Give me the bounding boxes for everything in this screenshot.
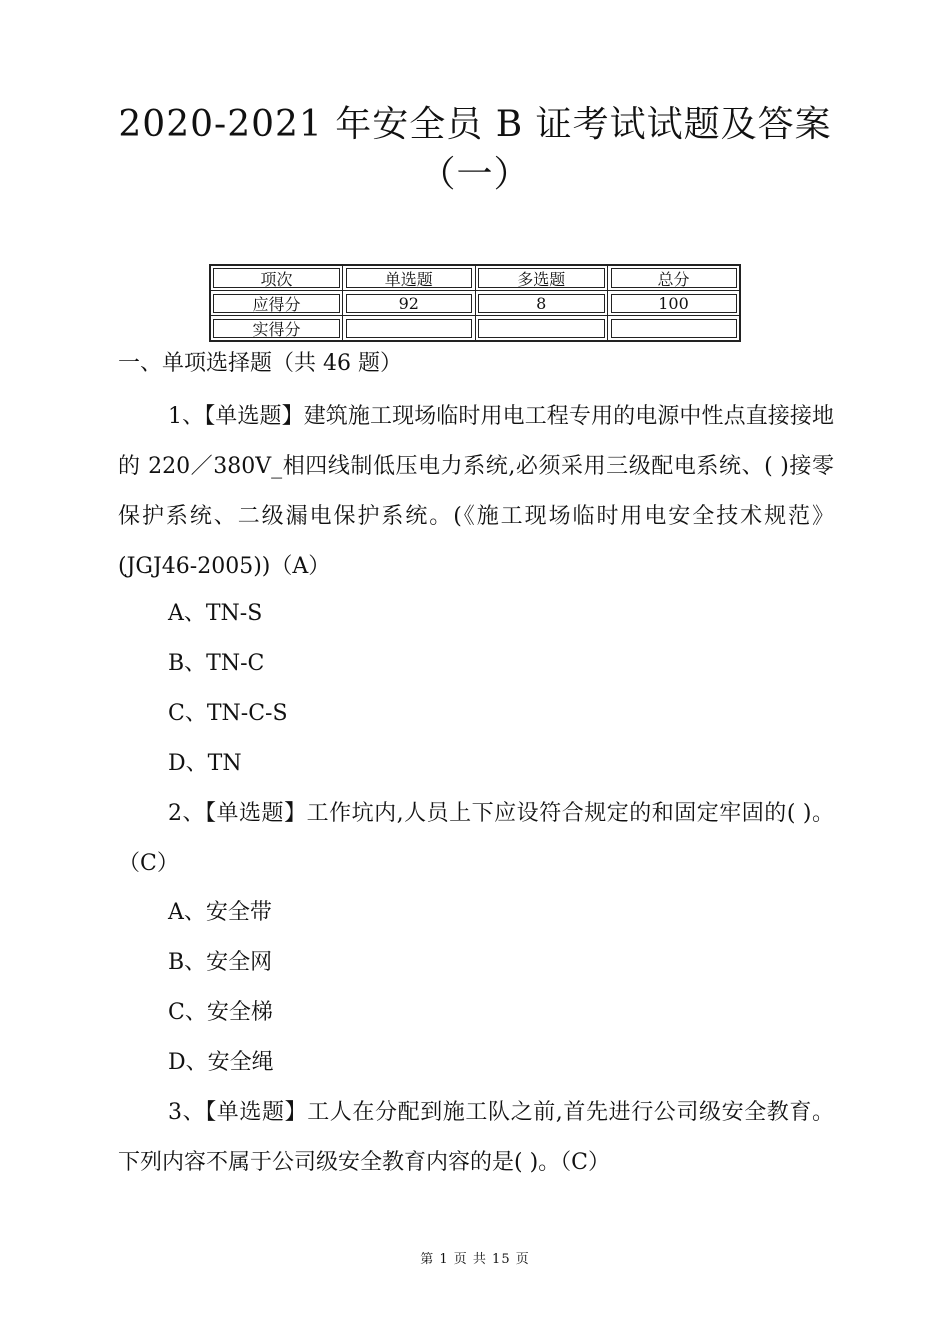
- table-cell: [475, 316, 608, 342]
- table-header-row: [210, 265, 740, 291]
- section-heading: 一、单项选择题（共 46 题）: [118, 351, 402, 376]
- question-1-option-c: C、TN-C-S: [168, 701, 288, 726]
- table-cell: 应得分: [210, 291, 343, 316]
- question-2-option-c: C、安全梯: [168, 1000, 273, 1025]
- table-cell: 实得分: [210, 316, 343, 342]
- table-row: [210, 291, 740, 316]
- question-2-option-b: B、安全网: [168, 950, 273, 975]
- question-1-option-d: D、TN: [168, 751, 242, 776]
- question-2-option-d: D、安全绳: [168, 1050, 274, 1075]
- table-cell: 8: [475, 291, 608, 316]
- question-1-option-a: A、TN-S: [168, 601, 263, 626]
- table-row: [210, 316, 740, 342]
- question-1-text: 1、【单选题】建筑施工现场临时用电工程专用的电源中性点直接接地的 220／380V_相四线制低压电力系统,必须采用三级配电系统、( )接零保护系统、二级漏电保护系统。(《施工现场临时用电安全技术规范》(JGJ46-2005))（A）: [118, 404, 834, 579]
- question-1-option-b: B、TN-C: [168, 651, 265, 676]
- document-title-suffix: （一）: [419, 154, 531, 195]
- table-cell: [343, 316, 476, 342]
- table-cell: 100: [608, 291, 741, 316]
- page-footer: 第 1 页 共 15 页: [420, 1252, 530, 1267]
- question-3-text: 3、【单选题】工人在分配到施工队之前,首先进行公司级安全教育。下列内容不属于公司级安全教育内容的是( )。（C）: [118, 1100, 834, 1175]
- score-table: [209, 264, 741, 342]
- question-2-text: 2、【单选题】工作坑内,人员上下应设符合规定的和固定牢固的( )。（C）: [118, 801, 834, 876]
- table-header-cell: 项次: [210, 265, 343, 291]
- table-cell: 92: [343, 291, 476, 316]
- document-title: 2020-2021 年安全员 B 证考试试题及答案: [118, 104, 832, 145]
- table-cell: [608, 316, 741, 342]
- question-2-option-a: A、安全带: [168, 900, 272, 925]
- table-header-cell: 多选题: [475, 265, 608, 291]
- table-header-cell: 单选题: [343, 265, 476, 291]
- table-header-cell: 总分: [608, 265, 741, 291]
